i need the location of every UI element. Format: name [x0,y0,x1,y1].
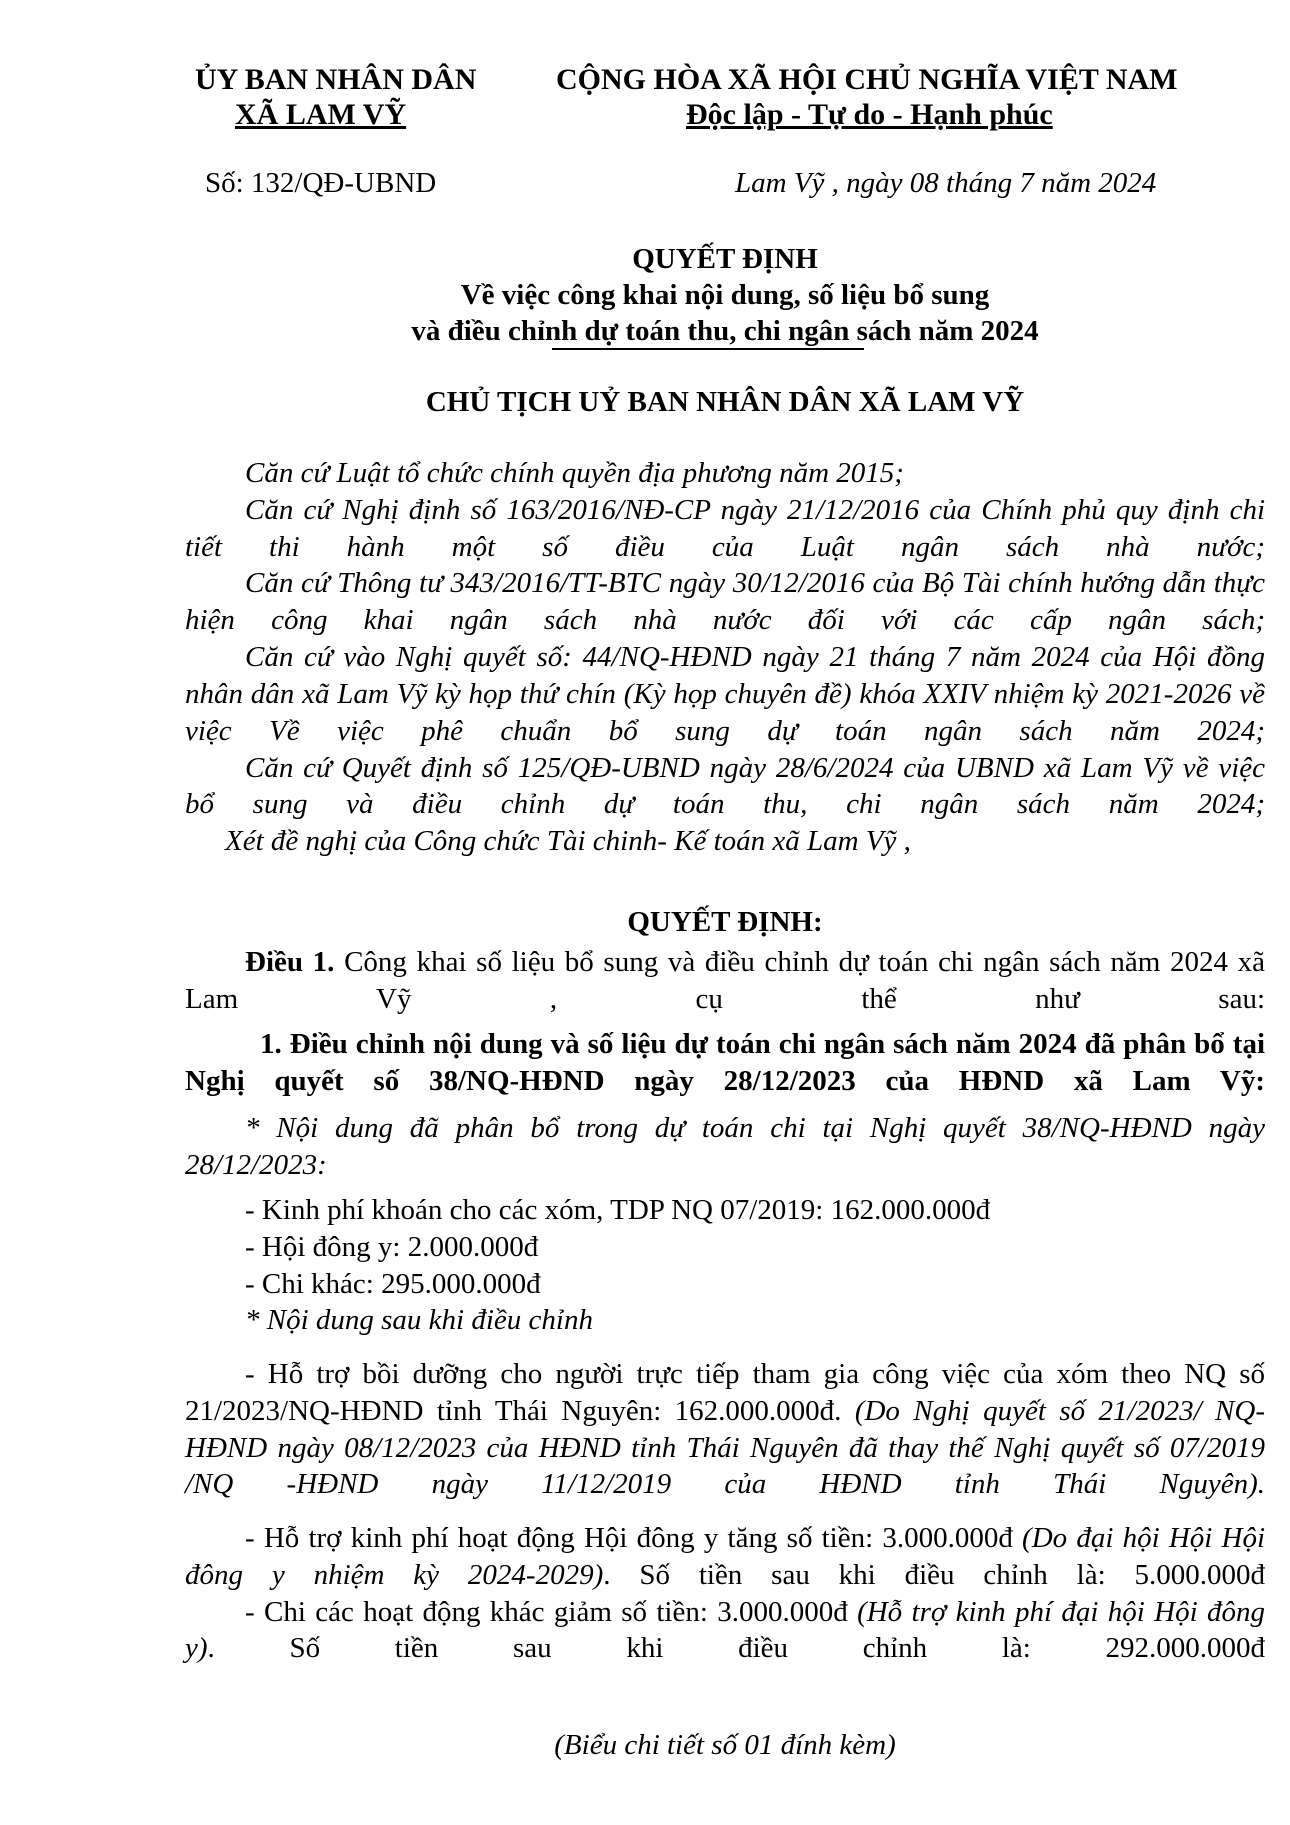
attachment-note: (Biểu chi tiết số 01 đính kèm) [554,1729,896,1761]
place-and-date: Lam Vỹ , ngày 08 tháng 7 năm 2024 [735,167,1157,199]
basis-item: Căn cứ Luật tổ chức chính quyền địa phương năm 2015; [245,457,904,489]
adjusted-list-2 [185,1520,1265,1667]
adjusted-list [185,1356,1265,1503]
document-title: QUYẾT ĐỊNH [632,243,818,275]
title-underline [552,348,864,350]
legal-basis [185,455,1265,860]
basis-item: Căn cứ Quyết định số 125/QĐ-UBND ngày 28/6/2024 của UBND xã Lam Vỹ về việc bổ sung và điều chỉnh dự toán thu, chi ngân sách năm 2024; [185,751,1265,821]
issuing-authority: CHỦ TỊCH UỶ BAN NHÂN DÂN XÃ LAM VỸ [425,386,1025,418]
list-item: - Hội đông y: 2.000.000đ [245,1230,539,1263]
basis-item: Căn cứ Nghị định số 163/2016/NĐ-CP ngày 21/12/2016 của Chính phủ quy định chi tiết thi hành một số điều của Luật ngân sách nhà nước; [185,493,1265,563]
decision-heading: QUYẾT ĐỊNH: [627,906,823,938]
list-item: - Hỗ trợ kinh phí hoạt động Hội đông y tăng số tiền: 3.000.000đ (Do đại hội Hội Hội đông y nhiệm kỳ 2024-2029). Số tiền sau khi điều chỉnh là: 5.000.000đ [185,1522,1266,1591]
list-item: - Chi các hoạt động khác giảm số tiền: 3.000.000đ (Hỗ trợ kinh phí đại hội Hội đông y). Số tiền sau khi điều chỉnh là: 292.000.000đ [185,1595,1265,1665]
allocated-list [185,1192,1265,1339]
list-item: - Chi khác: 295.000.000đ [245,1267,541,1300]
document-subject-line2: và điều chỉnh dự toán thu, chi ngân sách năm 2024 [411,315,1039,347]
article-text: Công khai số liệu bổ sung và điều chỉnh dự toán chi ngân sách năm 2024 xã Lam Vỹ , cụ thể như sau: [185,946,1266,1015]
national-title: CỘNG HÒA XÃ HỘI CHỦ NGHĨA VIỆT NAM [556,63,1178,96]
document-subject-line1: Về việc công khai nội dung, số liệu bổ sung [460,279,990,311]
article-1 [185,944,1265,1018]
list-item: - Hỗ trợ bồi dưỡng cho người trực tiếp tham gia công việc của xóm theo NQ số 21/2023/NQ-HĐND tỉnh Thái Nguyên: 162.000.000đ. (Do Nghị quyết số 21/2023/ NQ-HĐND ngày 08/12/2023 của HĐND tỉnh Thái Nguyên đã thay thế Nghị quyết số 07/2019 /NQ -HĐND ngày 11/12/2019 của HĐND tỉnh Thái Nguyên). [185,1358,1265,1501]
article-label: Điều 1. [245,946,335,978]
national-motto: Độc lập - Tự do - Hạnh phúc [686,98,1053,131]
basis-item: Xét đề nghị của Công chức Tài chinh- Kế toán xã Lam Vỹ , [225,825,911,858]
document-number: Số: 132/QĐ-UBND [205,167,437,199]
section-1-heading: 1. Điều chỉnh nội dung và số liệu dự toán chi ngân sách năm 2024 đã phân bổ tại Nghị quyết số 38/NQ-HĐND ngày 28/12/2023 của HĐND xã Lam Vỹ: [185,1028,1265,1097]
commune-name: XÃ LAM VỸ [235,98,407,131]
allocated-heading: * Nội dung đã phân bổ trong dự toán chi tại Nghị quyết 38/NQ-HĐND ngày 28/12/2023: [185,1112,1265,1181]
basis-item: Căn cứ Thông tư 343/2016/TT-BTC ngày 30/12/2016 của Bộ Tài chính hướng dẫn thực hiện công khai ngân sách nhà nước đối với các cấp ngân sách; [185,567,1265,637]
adjusted-heading: * Nội dung sau khi điều chỉnh [245,1304,593,1337]
list-item: - Kinh phí khoán cho các xóm, TDP NQ 07/2019: 162.000.000đ [245,1194,991,1226]
agency-name: ỦY BAN NHÂN DÂN [195,63,477,96]
basis-item: Căn cứ vào Nghị quyết số: 44/NQ-HĐND ngày 21 tháng 7 năm 2024 của Hội đồng nhân dân xã Lam Vỹ kỳ họp thứ chín (Kỳ họp chuyên đề) khóa XXIV nhiệm kỳ 2021-2026 về việc Về việc phê chuẩn bổ sung dự toán ngân sách năm 2024; [185,641,1265,747]
